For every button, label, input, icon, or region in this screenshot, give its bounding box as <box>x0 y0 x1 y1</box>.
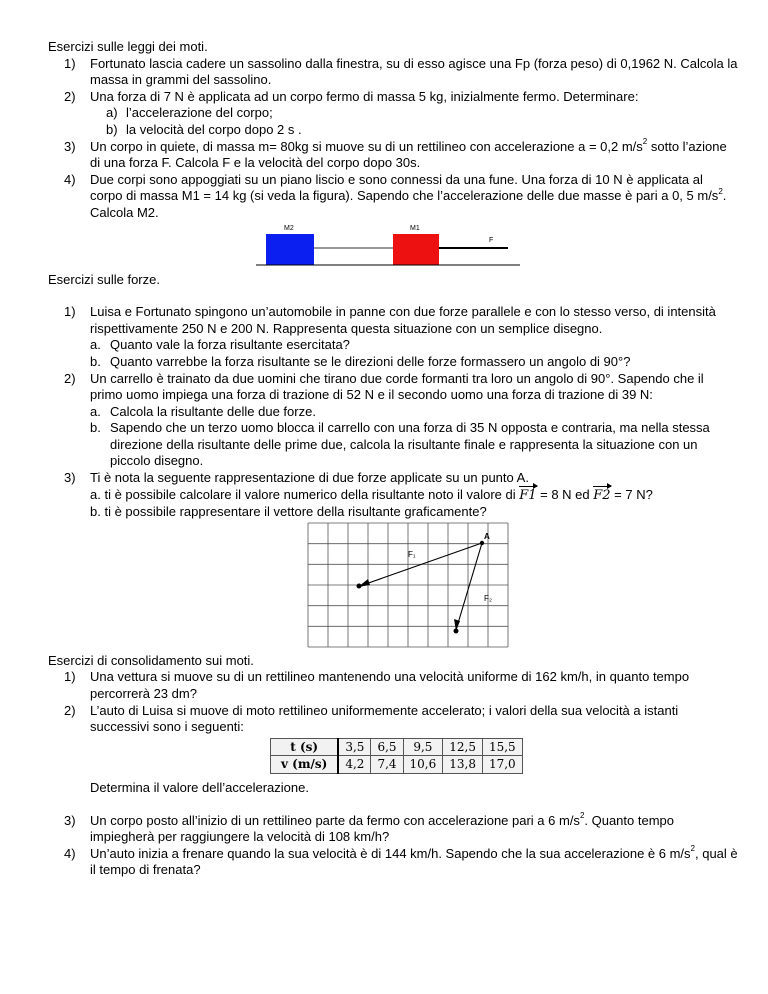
exercise-number: 2) <box>64 88 76 104</box>
label-point-a: A <box>484 531 490 541</box>
exercise-1-3 <box>48 139 738 172</box>
vector-f2: F2 <box>593 487 611 503</box>
exercise-number: 3) <box>64 138 76 154</box>
table-cell: 10,6 <box>403 756 443 774</box>
exercise-number: 1) <box>64 304 76 320</box>
exercise-text: Luisa e Fortunato spingono un’automobile in panne con due forze parallele e con lo stesso verso, di intensità rispettivamente 250 N e 200 N. Rappresenta questa situazione con un semplice disegno. <box>90 304 716 336</box>
document-page <box>48 39 738 879</box>
exercise-1-1 <box>48 56 738 89</box>
vector-f1: F1 <box>519 487 537 503</box>
exercise-number: 1) <box>64 669 76 685</box>
velocity-table <box>270 738 523 774</box>
exercise-text: Ti è nota la seguente rappresentazione di due forze applicate su un punto A. <box>90 470 529 486</box>
sub-text: Sapendo che un terzo uomo blocca il carrello con una forza di 35 N opposta e contraria, ma nella stessa direzione della risultante delle prime due, calcola la risultante finale e rappresenta la situazione con un piccolo disegno. <box>110 420 710 469</box>
label-m2: M2 <box>284 224 294 232</box>
exercise-text-cont: , qual è il tempo di frenata? <box>90 845 738 878</box>
superscript: 2 <box>718 187 723 197</box>
exercise-3-1 <box>48 669 738 702</box>
table-header-cell: t (s) <box>271 738 339 756</box>
exercise-text: Un corpo in quiete, di massa m= 80kg si muove su di un rettilineo con accelerazione a = 0,2 m/s <box>90 138 643 154</box>
exercise-2-1-a <box>90 337 738 354</box>
section-title-consolidamento: Esercizi di consolidamento sui moti. <box>48 652 254 668</box>
exercise-3-2 <box>48 703 738 797</box>
vector-f2-arrow <box>456 543 482 630</box>
masses-figure <box>48 222 738 272</box>
table-cell: 4,2 <box>338 756 371 774</box>
exercise-1-4 <box>48 172 738 222</box>
label-f1: F₁ <box>408 549 416 559</box>
exercise-3-3 <box>48 813 738 846</box>
sub-text: la velocità del corpo dopo 2 s . <box>126 121 302 137</box>
exercise-1-2 <box>48 89 738 106</box>
sub-text: Quanto vale la forza risultante esercitata? <box>110 337 350 353</box>
sub-text: Quanto varrebbe la forza risultante se le direzioni delle forze formassero un angolo di 90°? <box>110 353 631 369</box>
exercise-2-3-b: b. ti è possibile rappresentare il vettore della risultante graficamente? <box>90 504 487 520</box>
point-a <box>480 541 484 545</box>
exercise-2-2-b <box>90 420 738 470</box>
sub-label: b) <box>106 121 118 137</box>
mass-m1-block <box>393 234 439 265</box>
exercise-1-2-b <box>48 122 738 139</box>
exercise-number: 4) <box>64 171 76 187</box>
sub-text: Calcola la risultante delle due forze. <box>110 403 316 419</box>
sub-label: b. <box>90 353 101 369</box>
exercise-text: Una vettura si muove su di un rettilineo mantenendo una velocità uniforme di 162 km/h, in quanto tempo percorrerà 23 dm? <box>90 669 690 702</box>
exercise-text: Fortunato lascia cadere un sassolino dalla finestra, su di esso agisce una Fp (forza peso) di 0,1962 N. Calcola la massa in grammi del sassolino. <box>90 55 738 88</box>
sub-label: b. <box>90 420 101 436</box>
f1-tip-point <box>357 583 362 588</box>
exercise-number: 1) <box>64 55 76 71</box>
f2-tip-point <box>454 628 459 633</box>
exercise-text-cont: . Calcola M2. <box>90 188 727 220</box>
table-cell: 7,4 <box>371 756 403 774</box>
exercise-number: 3) <box>64 470 76 486</box>
grid <box>308 523 508 647</box>
superscript: 2 <box>690 844 695 854</box>
section-title-forze: Esercizi sulle forze. <box>48 271 160 287</box>
exercise-text-cont: sotto l’azione di una forza F. Calcola F e la velocità del corpo dopo 30s. <box>90 138 727 171</box>
label-m1: M1 <box>410 224 420 232</box>
line-a-post: = 7 N? <box>610 486 653 502</box>
sub-label: a) <box>106 105 118 121</box>
exercise-2-2 <box>48 371 738 471</box>
table-cell: 13,8 <box>443 756 483 774</box>
sub-label: a. <box>90 337 101 353</box>
exercise-text: Due corpi sono appoggiati su un piano liscio e sono connessi da una fune. Una forza di 10 N è applicata al corpo di massa M1 = 14 kg (si veda la figura). Sapendo che l’accelerazione delle due masse è pari a 0, 5 m/s <box>90 171 719 204</box>
table-cell: 12,5 <box>443 738 483 756</box>
exercise-number: 4) <box>64 845 76 861</box>
exercise-2-1 <box>48 304 738 370</box>
superscript: 2 <box>642 137 648 147</box>
exercise-2-3-a <box>90 487 738 505</box>
table-cell: 15,5 <box>482 738 522 756</box>
label-f: F <box>489 236 494 244</box>
exercise-number: 3) <box>64 812 76 828</box>
exercise-text: Un’auto inizia a frenare quando la sua velocità è di 144 km/h. Sapendo che la sua accelerazione è 6 m/s <box>90 845 691 861</box>
table-cell: 17,0 <box>482 756 522 774</box>
sub-label: a. <box>90 403 101 419</box>
mass-m2-block <box>266 234 314 265</box>
label-f2: F₂ <box>484 593 492 603</box>
table-cell: 9,5 <box>403 738 443 756</box>
exercise-text: Un corpo posto all’inizio di un rettilineo parte da fermo con accelerazione pari a 6 m/s <box>90 812 580 828</box>
table-header-cell: v (m/s) <box>271 756 339 774</box>
force-grid-figure <box>48 521 738 649</box>
exercise-text: Una forza di 7 N è applicata ad un corpo fermo di massa 5 kg, inizialmente fermo. Determinare: <box>90 88 639 104</box>
exercise-text-cont: . Quanto tempo impiegherà per raggiungere la velocità di 108 km/h? <box>90 812 675 845</box>
exercise-text: Un carrello è trainato da due uomini che tirano due corde formanti tra loro un angolo di 90°. Sapendo che il primo uomo impiega una forza di trazione di 52 N e il secondo uomo una forza di trazione di 39 N: <box>90 370 704 403</box>
exercise-2-2-a <box>90 404 738 421</box>
exercise-3-2-question: Determina il valore dell’accelerazione. <box>90 780 309 795</box>
line-a-mid: = 8 N ed <box>536 486 594 502</box>
exercise-number: 2) <box>64 370 76 386</box>
exercise-number: 2) <box>64 702 76 718</box>
exercise-2-3 <box>48 470 738 521</box>
line-a-pre: a. ti è possibile calcolare il valore numerico della risultante noto il valore di <box>90 486 520 502</box>
table-row <box>271 756 523 774</box>
section-title-leggi-moti: Esercizi sulle leggi dei moti. <box>48 39 208 54</box>
superscript: 2 <box>579 811 585 821</box>
exercise-text: L’auto di Luisa si muove di moto rettilineo uniformemente accelerato; i valori della sua velocità a istanti successivi sono i seguenti: <box>90 702 679 735</box>
table-cell: 6,5 <box>371 738 403 756</box>
table-row <box>271 738 523 756</box>
exercise-1-2-a <box>48 105 738 122</box>
table-cell: 3,5 <box>338 738 371 756</box>
sub-text: l’accelerazione del corpo; <box>126 105 273 121</box>
exercise-3-4 <box>48 846 738 879</box>
exercise-2-1-b <box>90 354 738 371</box>
